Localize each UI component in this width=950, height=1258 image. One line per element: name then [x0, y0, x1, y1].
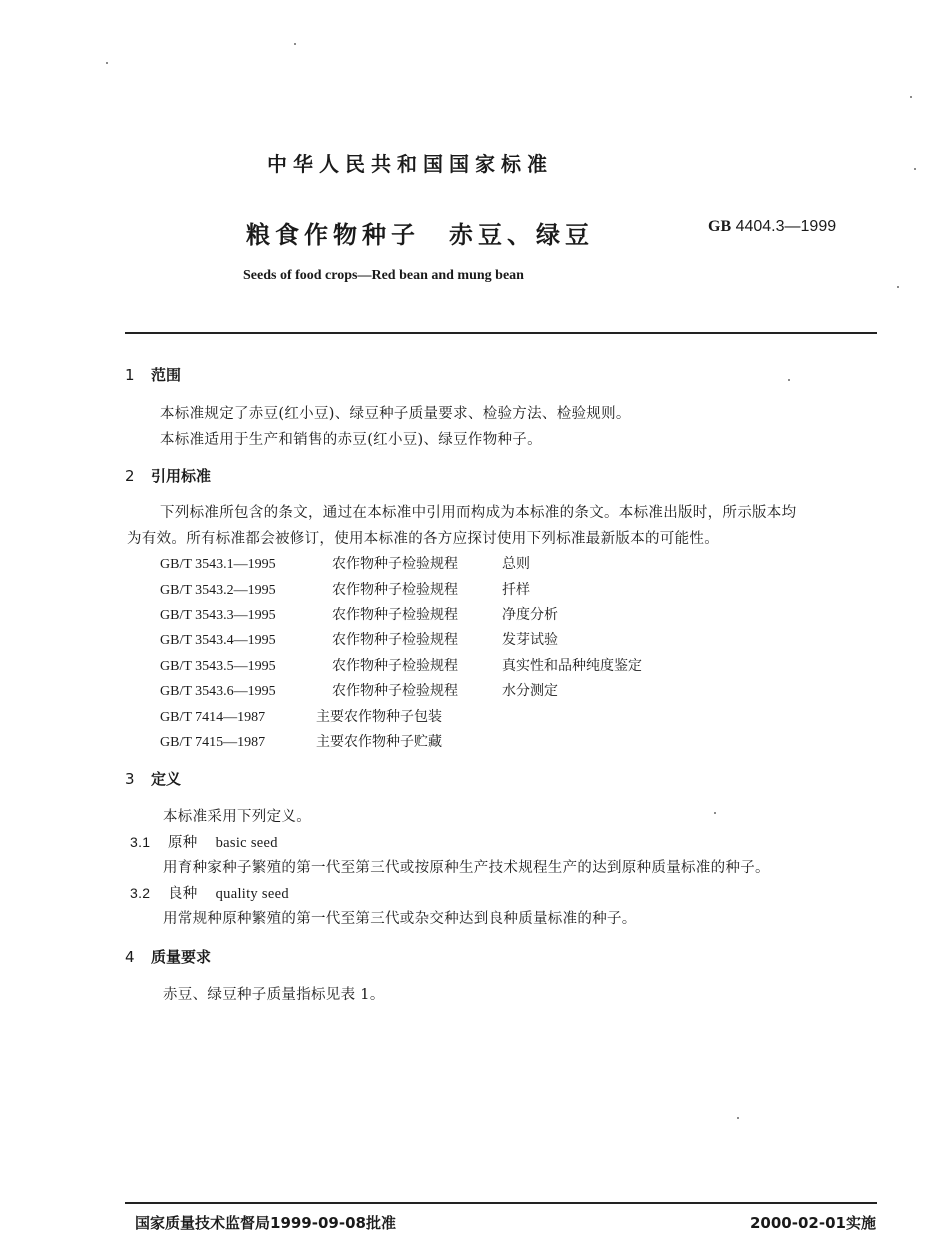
standard-code: 4404.3—1999 [735, 218, 837, 235]
term-number: 3.2 [130, 885, 151, 901]
reference-title: 主要农作物种子包装 [316, 709, 442, 725]
term-english: quality seed [215, 886, 289, 902]
reference-code: GB/T 7415—1987 [160, 735, 266, 750]
standard-number [708, 218, 836, 236]
section-1-para-1: 本标准规定了赤豆(红小豆)、绿豆种子质量要求、检验方法、检验规则。 [160, 406, 631, 422]
national-standard-title: 中华人民共和国国家标准 [267, 152, 553, 176]
section-number: 2 [125, 467, 135, 485]
reference-subtitle: 净度分析 [502, 607, 558, 623]
section-title: 范围 [151, 366, 182, 384]
section-2-intro-line-2: 为有效。所有标准都会被修订，使用本标准的各方应探讨使用下列标准最新版本的可能性。 [127, 531, 719, 547]
section-3-heading [125, 768, 181, 789]
reference-title: 农作物种子检验规程 [332, 632, 458, 648]
scan-speck [294, 43, 296, 45]
reference-title: 主要农作物种子贮藏 [316, 734, 442, 750]
reference-code: GB/T 3543.2—1995 [160, 583, 276, 598]
scan-speck [714, 812, 716, 814]
term-chinese: 良种 [168, 886, 198, 902]
term-3-2-definition: 用常规种原种繁殖的第一代至第三代或杂交种达到良种质量标准的种子。 [163, 911, 637, 927]
reference-code: GB/T 7414—1987 [160, 710, 266, 725]
reference-item [160, 655, 642, 675]
section-3-intro: 本标准采用下列定义。 [163, 809, 311, 825]
section-title: 引用标准 [151, 467, 212, 485]
reference-item [160, 579, 530, 599]
section-4-para: 赤豆、绿豆种子质量指标见表 1。 [163, 987, 385, 1003]
section-2-heading [125, 465, 211, 486]
term-chinese: 原种 [168, 835, 198, 851]
reference-item [160, 629, 558, 649]
reference-code: GB/T 3543.4—1995 [160, 633, 276, 648]
section-number: 4 [125, 948, 135, 966]
scan-speck [914, 168, 916, 170]
term-3-2 [130, 882, 289, 903]
reference-code: GB/T 3543.1—1995 [160, 557, 276, 572]
reference-subtitle: 水分测定 [502, 683, 558, 699]
standard-prefix: GB [708, 218, 732, 235]
section-title: 质量要求 [151, 948, 212, 966]
reference-item [160, 731, 442, 751]
reference-title: 农作物种子检验规程 [332, 658, 458, 674]
reference-subtitle: 发芽试验 [502, 632, 558, 648]
term-3-1-definition: 用育种家种子繁殖的第一代至第三代或按原种生产技术规程生产的达到原种质量标准的种子。 [163, 860, 770, 876]
reference-subtitle: 总则 [502, 556, 530, 572]
scan-speck [910, 96, 912, 98]
term-english: basic seed [215, 835, 278, 851]
reference-code: GB/T 3543.3—1995 [160, 608, 276, 623]
reference-title: 农作物种子检验规程 [332, 582, 458, 598]
reference-code: GB/T 3543.5—1995 [160, 659, 276, 674]
section-number: 1 [125, 366, 135, 384]
section-2-intro-line-1: 下列标准所包含的条文，通过在本标准中引用而构成为本标准的条文。本标准出版时，所示版本均 [160, 505, 797, 521]
reference-item [160, 706, 442, 726]
scan-speck [106, 62, 108, 64]
issued-date: 国家质量技术监督局1999-09-08批准 [135, 1214, 396, 1232]
reference-item [160, 553, 530, 573]
section-1-para-2: 本标准适用于生产和销售的赤豆(红小豆)、绿豆作物种子。 [160, 432, 542, 448]
term-3-1 [130, 831, 278, 852]
scan-speck [897, 286, 899, 288]
reference-item [160, 604, 558, 624]
section-4-heading [125, 946, 211, 967]
reference-title: 农作物种子检验规程 [332, 556, 458, 572]
scan-speck [737, 1117, 739, 1119]
effective-date: 2000-02-01实施 [750, 1214, 876, 1232]
reference-title: 农作物种子检验规程 [332, 607, 458, 623]
reference-title: 农作物种子检验规程 [332, 683, 458, 699]
header-divider [125, 332, 877, 334]
document-title: 粮食作物种子 赤豆、绿豆 [246, 221, 594, 249]
scan-speck [788, 379, 790, 381]
footer-divider [125, 1202, 877, 1204]
section-title: 定义 [151, 770, 182, 788]
section-1-heading [125, 364, 181, 385]
english-title: Seeds of food crops—Red bean and mung bean [243, 268, 524, 283]
reference-subtitle: 扦样 [502, 582, 530, 598]
term-number: 3.1 [130, 834, 151, 850]
reference-subtitle: 真实性和品种纯度鉴定 [502, 658, 642, 674]
reference-code: GB/T 3543.6—1995 [160, 684, 276, 699]
reference-item [160, 680, 558, 700]
section-number: 3 [125, 770, 135, 788]
